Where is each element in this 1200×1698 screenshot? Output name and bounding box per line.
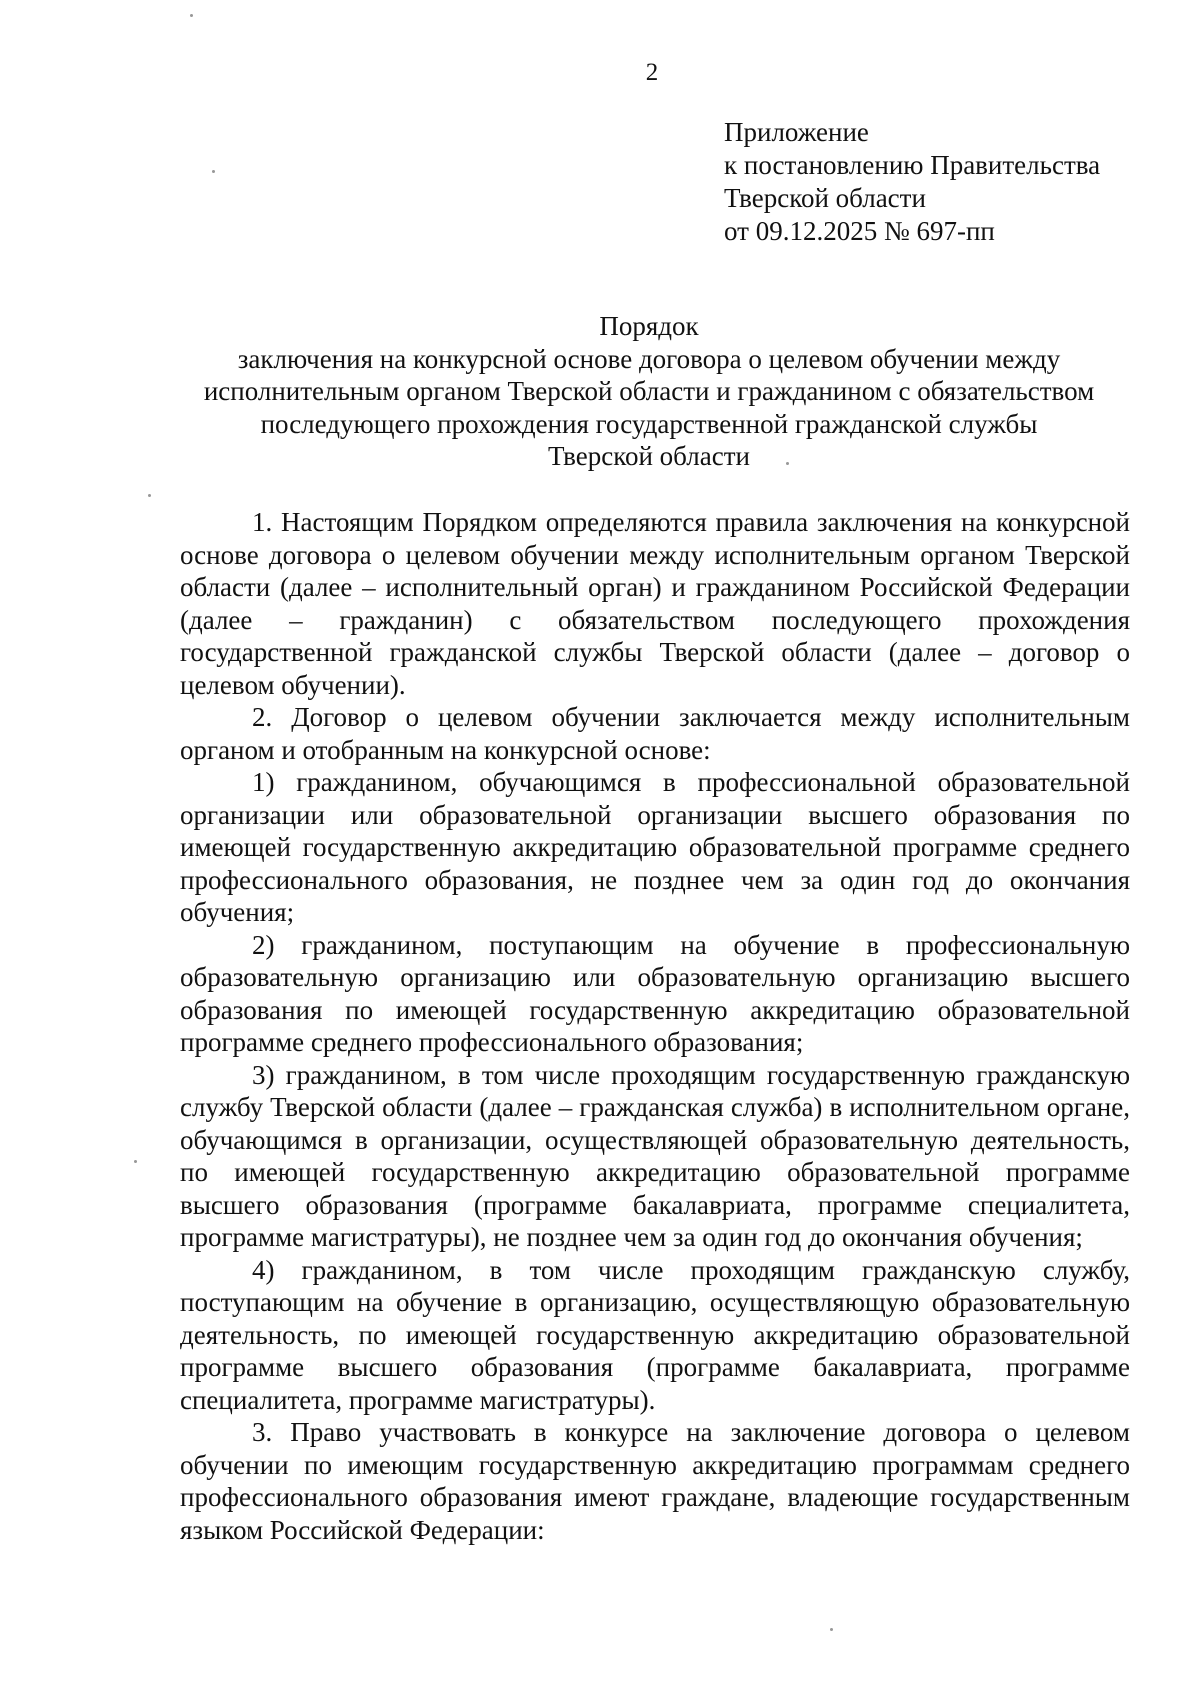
page-number: 2 xyxy=(645,59,659,86)
appendix-header xyxy=(724,116,1100,248)
document-title xyxy=(168,310,1130,473)
scan-speck xyxy=(830,1628,833,1631)
title-heading: Порядок xyxy=(599,311,699,341)
paragraph-1: 1. Настоящим Порядком определяются правила заключения на конкурсной основе договора о целевом обучении между исполнительным органом Тверской области (далее – исполнительный орган) и гражданином Российской Федерации (далее – гражданин) с обязательством последующего прохождения государственной гражданской службы Тверской области (далее – договор о целевом обучении). xyxy=(180,507,1130,700)
paragraph-2: 2. Договор о целевом обучении заключается между исполнительным органом и отобранным на конкурсной основе: xyxy=(180,702,1130,765)
subitem-2: 2) гражданином, поступающим на обучение в профессиональную образовательную организацию или образовательную организацию высшего образования по имеющей государственную аккредитацию образовательной программе среднего профессионального образования; xyxy=(180,929,1130,1057)
paragraph-3: 3. Право участвовать в конкурсе на заключение договора о целевом обучении по имеющим государственную аккредитацию программам среднего профессионального образования имеют граждане, владеющие государственным языком Российской Федерации: xyxy=(180,1417,1130,1545)
title-line: исполнительным органом Тверской области и гражданином с обязательством xyxy=(203,376,1095,406)
appendix-line: Тверской области xyxy=(724,183,926,213)
document-body xyxy=(180,506,1130,1546)
subitem-4: 4) гражданином, в том числе проходящим гражданскую службу, поступающим на обучение в организацию, осуществляющую образовательную деятельность, по имеющей государственную аккредитацию образовательной программе высшего образования (программе бакалавриата, программе специалитета, программе магистратуры). xyxy=(180,1254,1130,1415)
appendix-line: к постановлению Правительства xyxy=(724,150,1101,180)
scan-speck xyxy=(212,170,215,173)
scan-speck xyxy=(148,494,151,497)
appendix-line: Приложение xyxy=(724,117,869,147)
scan-speck xyxy=(190,14,193,17)
title-line: последующего прохождения государственной гражданской службы xyxy=(260,408,1038,439)
scan-speck xyxy=(134,1160,137,1163)
title-line: Тверской области xyxy=(548,441,750,471)
subitem-3: 3) гражданином, в том числе проходящим государственную гражданскую службу Тверской области (далее – гражданская служба) в исполнительном органе, обучающимся в организации, осуществляющей образовательную деятельность, по имеющей государственную аккредитацию образовательной программе высшего образования (программе бакалавриата, программе специалитета, программе магистратуры), не позднее чем за один год до окончания обучения; xyxy=(180,1059,1130,1252)
appendix-line: от 09.12.2025 № 697-пп xyxy=(724,216,995,246)
scan-speck xyxy=(786,462,789,465)
title-line: заключения на конкурсной основе договора о целевом обучении между xyxy=(237,343,1061,374)
subitem-1: 1) гражданином, обучающимся в профессиональной образовательной организации или образовательной организации высшего образования по имеющей государственную аккредитацию образовательной программе среднего профессионального образования, не позднее чем за один год до окончания обучения; xyxy=(180,767,1130,927)
